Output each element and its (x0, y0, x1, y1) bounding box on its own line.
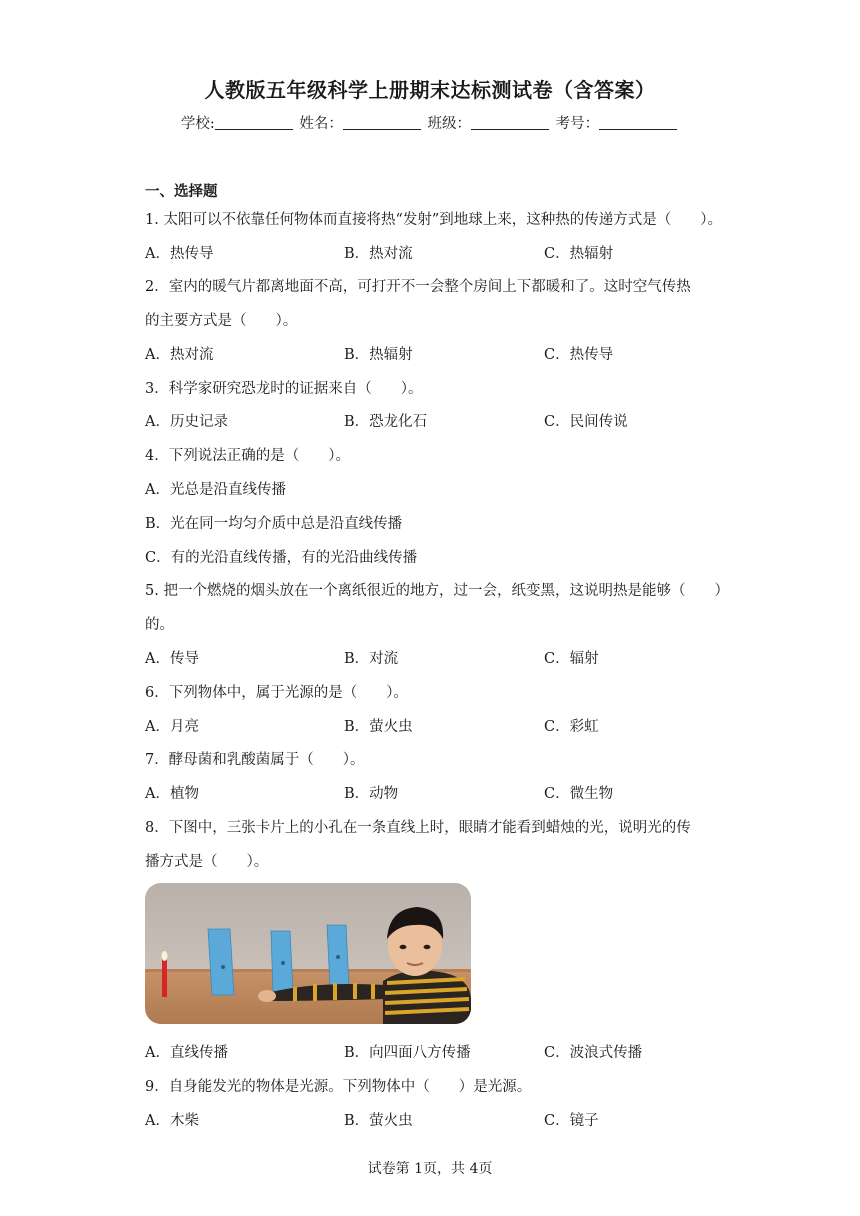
question-4-text: 4．下列说法正确的是（ ）。 (145, 448, 350, 464)
question-7-option-a[interactable]: A．植物 (145, 786, 199, 802)
question-4-option-a[interactable]: A．光总是沿直线传播 (145, 482, 286, 498)
question-2-text-cont: 的主要方式是（ ）。 (145, 313, 298, 329)
school-blank[interactable] (215, 115, 293, 130)
question-4-option-c[interactable]: C．有的光沿直线传播，有的光沿曲线传播 (145, 550, 418, 566)
school-field (181, 112, 295, 133)
candle (162, 959, 167, 997)
question-5-text-cont: 的。 (145, 617, 174, 633)
card-1 (208, 929, 234, 995)
question-7-text: 7．酵母菌和乳酸菌属于（ ）。 (145, 752, 365, 768)
question-5-option-b[interactable]: B．对流 (344, 651, 399, 667)
question-2-option-c[interactable]: C．热传导 (544, 347, 614, 363)
class-label: 班级： (427, 116, 471, 132)
question-6-option-a[interactable]: A．月亮 (145, 719, 199, 735)
class-field (428, 112, 552, 133)
question-9-option-a[interactable]: A．木柴 (145, 1113, 199, 1129)
question-8-option-c[interactable]: C．波浪式传播 (544, 1045, 643, 1061)
question-9-text: 9．自身能发光的物体是光源。下列物体中（ ）是光源。 (145, 1079, 532, 1095)
question-3-option-c[interactable]: C．民间传说 (544, 414, 628, 430)
candle-cards-photo (145, 883, 471, 1024)
question-8-text-cont: 播方式是（ ）。 (145, 854, 269, 870)
exam-number-label: 考号： (555, 116, 600, 132)
question-1-text: 1. 太阳可以不依靠任何物体而直接将热“发射”到地球上来，这种热的传递方式是（ ）。 (145, 212, 723, 228)
question-6-text: 6．下列物体中，属于光源的是（ ）。 (145, 685, 408, 701)
question-7-option-c[interactable]: C．微生物 (544, 786, 614, 802)
question-9-option-b[interactable]: B．萤火虫 (344, 1113, 413, 1129)
name-field (299, 112, 423, 133)
question-8-text: 8．下图中，三张卡片上的小孔在一条直线上时，眼睛才能看到蜡烛的光，说明光的传 (145, 820, 691, 836)
question-2-text: 2．室内的暖气片都离地面不高，可打开不一会整个房间上下都暖和了。这时空气传热 (145, 279, 691, 295)
question-2-option-b[interactable]: B．热辐射 (344, 347, 413, 363)
student-info-row (0, 112, 860, 133)
question-3-option-a[interactable]: A．历史记录 (145, 414, 228, 430)
exam-number-field (556, 112, 680, 133)
question-4-option-b[interactable]: B．光在同一均匀介质中总是沿直线传播 (145, 516, 403, 532)
class-blank[interactable] (471, 115, 549, 130)
question-2-option-a[interactable]: A．热对流 (145, 347, 214, 363)
question-1-option-a[interactable]: A．热传导 (145, 246, 214, 262)
question-5-text: 5. 把一个燃烧的烟头放在一个离纸很近的地方，过一会，纸变黑，这说明热是能够（ ） (145, 583, 729, 599)
question-5-option-a[interactable]: A．传导 (145, 651, 199, 667)
question-8-option-a[interactable]: A．直线传播 (145, 1045, 228, 1061)
name-label: 姓名： (299, 116, 343, 132)
name-blank[interactable] (343, 115, 421, 130)
question-5-option-c[interactable]: C．辐射 (544, 651, 599, 667)
question-1-option-b[interactable]: B．热对流 (344, 246, 413, 262)
question-9-option-c[interactable]: C．镜子 (544, 1113, 599, 1129)
exam-number-blank[interactable] (599, 115, 677, 130)
question-1-option-c[interactable]: C．热辐射 (544, 246, 614, 262)
page-footer: 试卷第 1页，共 4页 (367, 1161, 493, 1177)
question-6-option-c[interactable]: C．彩虹 (544, 719, 599, 735)
candle-cards-illustration (145, 883, 471, 1024)
question-3-option-b[interactable]: B．恐龙化石 (344, 414, 428, 430)
exam-title: 人教版五年级科学上册期末达标测试卷（含答案） (204, 78, 656, 102)
question-6-option-b[interactable]: B．萤火虫 (344, 719, 413, 735)
question-8-option-b[interactable]: B．向四面八方传播 (344, 1045, 471, 1061)
section-title: 一、选择题 (145, 184, 218, 200)
school-label: 学校: (180, 116, 215, 132)
question-3-text: 3．科学家研究恐龙时的证据来自（ ）。 (145, 381, 423, 397)
question-7-option-b[interactable]: B．动物 (344, 786, 399, 802)
